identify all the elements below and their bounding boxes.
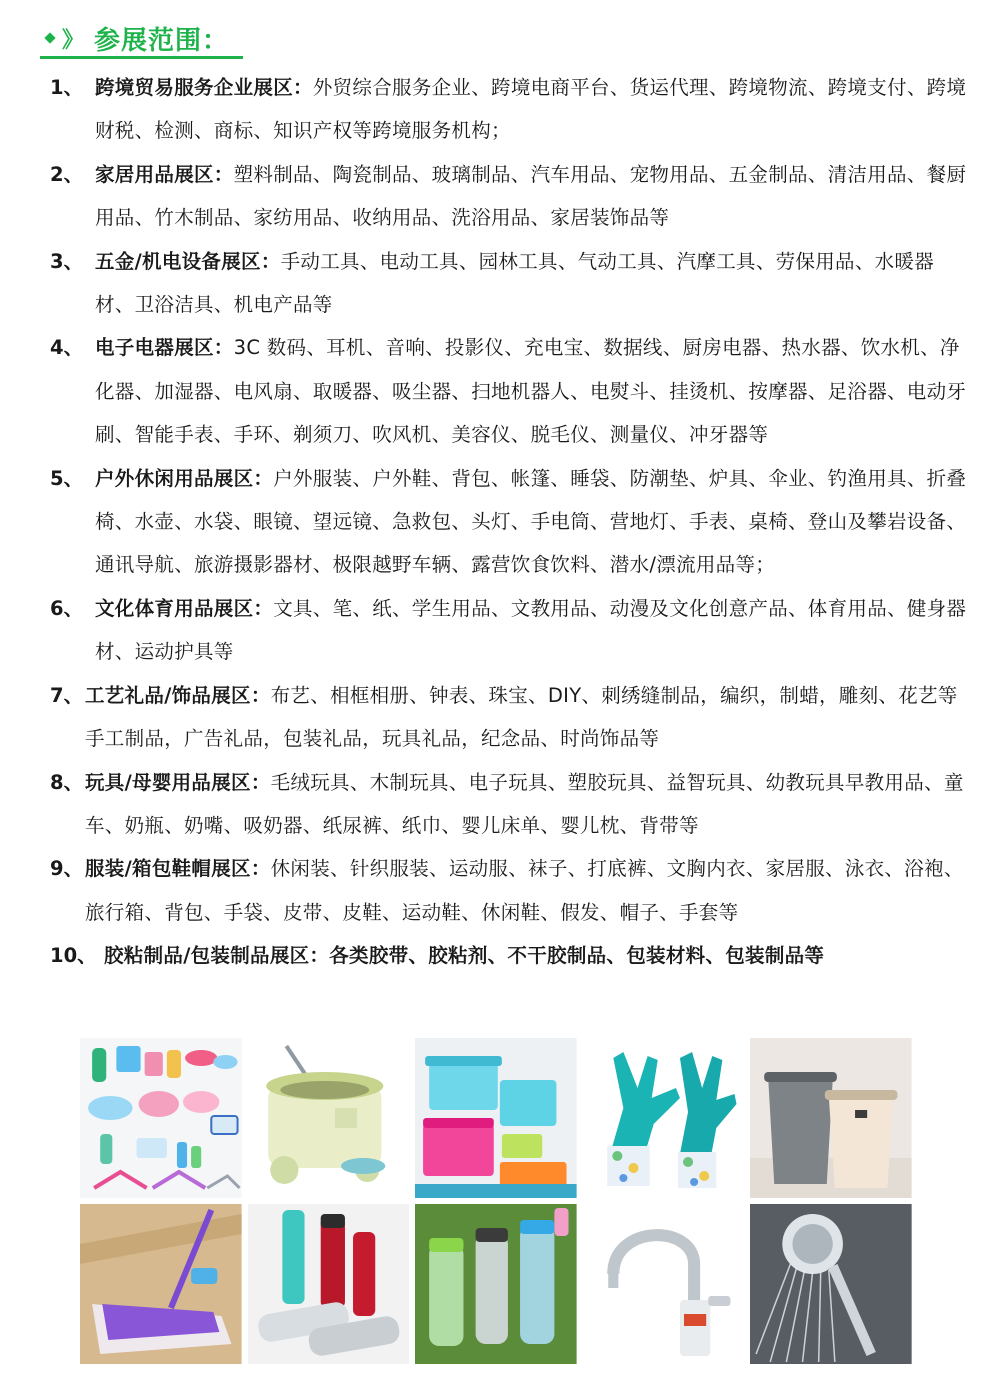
rubber-gloves-photo <box>583 1038 745 1198</box>
item-description: 文具、笔、纸、学生用品、文教用品、动漫及文化创意产品、体育用品、健身器材、运动护具等 <box>95 596 967 664</box>
list-item <box>50 847 970 934</box>
item-category: 家居用品展区： <box>95 162 234 186</box>
list-item <box>50 761 970 848</box>
item-number: 1、 <box>50 76 84 99</box>
item-description: 塑料制品、陶瓷制品、玻璃制品、汽车用品、宠物用品、五金制品、清洁用品、餐厨用品、竹木制品、家纺用品、收纳用品、洗浴用品、家居装饰品等 <box>95 162 967 230</box>
item-category: 电子电器展区： <box>95 336 234 360</box>
item-description: 外贸综合服务企业、跨境电商平台、货运代理、跨境物流、跨境支付、跨境财税、检测、商标、知识产权等跨境服务机构； <box>95 76 967 143</box>
item-description: 各类胶带、胶粘剂、不干胶制品、包装材料、包装制品等 <box>329 944 825 968</box>
diamond-bullet-icon <box>44 32 55 43</box>
plastic-products-photo <box>80 1038 242 1198</box>
exhibit-scope-list <box>50 66 970 978</box>
flat-mop-photo <box>80 1204 242 1364</box>
header-marker: 》 <box>62 27 85 53</box>
item-number: 2、 <box>50 162 84 186</box>
section-header <box>40 20 243 59</box>
section-title: 参展范围： <box>94 25 230 56</box>
item-category: 工艺礼品/饰品展区： <box>85 683 271 707</box>
water-bottles-photo <box>415 1204 577 1364</box>
item-category: 文化体育用品展区： <box>95 596 274 620</box>
item-description: 手动工具、电动工具、园林工具、气动工具、汽摩工具、劳保用品、水暖器材、卫浴洁具、机电产品等 <box>95 249 935 317</box>
shower-head-photo <box>750 1204 912 1364</box>
item-category: 玩具/母婴用品展区： <box>85 770 271 794</box>
item-category: 跨境贸易服务企业展区： <box>95 76 313 99</box>
item-number: 6、 <box>50 596 84 620</box>
item-description: 3C 数码、耳机、音响、投影仪、充电宝、数据线、厨房电器、热水器、饮水机、净化器、加湿器、电风扇、取暖器、吸尘器、扫地机器人、电熨斗、挂烫机、按摩器、足浴器、电动牙刷、智能手表、手环、剃须刀、吹风机、美容仪、脱毛仪、测量仪、冲牙器等 <box>95 336 967 447</box>
thermos-bottles-photo <box>248 1204 410 1364</box>
item-number: 3、 <box>50 249 84 273</box>
list-item <box>50 457 970 587</box>
item-description: 毛绒玩具、木制玩具、电子玩具、塑胶玩具、益智玩具、幼教玩具早教用品、童车、奶瓶、奶嘴、吸奶器、纸尿裤、纸巾、婴儿床单、婴儿枕、背带等 <box>85 770 964 837</box>
trash-bins-photo <box>750 1038 912 1198</box>
list-item <box>50 153 970 240</box>
item-description: 户外服装、户外鞋、背包、帐篷、睡袋、防潮垫、炉具、伞业、钓渔用具、折叠椅、水壶、水袋、眼镜、望远镜、急救包、头灯、手电筒、营地灯、手表、桌椅、登山及攀岩设备、通讯导航、旅游摄影器材、极限越野车辆、露营饮食饮料、潜水/漂流用品等； <box>95 466 967 577</box>
item-description: 布艺、相框相册、钟表、珠宝、DIY、刺绣缝制品，编织，制蜡，雕刻、花艺等手工制品，广告礼品，包装礼品，玩具礼品，纪念品、时尚饰品等 <box>85 683 958 751</box>
item-number: 4、 <box>50 336 84 360</box>
electric-faucet-photo <box>583 1204 745 1364</box>
list-item <box>50 934 970 977</box>
list-item <box>50 240 970 327</box>
item-number: 10、 <box>50 944 97 968</box>
item-description: 休闲装、针织服装、运动服、袜子、打底裤、文胸内衣、家居服、泳衣、浴袍、旅行箱、背包、手袋、皮带、皮鞋、运动鞋、休闲鞋、假发、帽子、手套等 <box>85 857 964 924</box>
item-category: 户外休闲用品展区： <box>95 466 274 490</box>
list-item <box>50 674 970 761</box>
item-number: 7、 <box>50 683 84 707</box>
spin-mop-bucket-photo <box>248 1038 410 1198</box>
list-item <box>50 587 970 674</box>
item-category: 服装/箱包鞋帽展区： <box>85 857 271 881</box>
item-number: 9、 <box>50 857 84 881</box>
storage-boxes-photo <box>415 1038 577 1198</box>
item-category: 五金/机电设备展区： <box>95 249 281 273</box>
item-number: 5、 <box>50 466 84 490</box>
item-category: 胶粘制品/包装制品展区： <box>104 944 330 968</box>
list-item <box>50 326 970 456</box>
list-item <box>50 66 970 153</box>
item-number: 8、 <box>50 770 84 794</box>
product-gallery <box>80 1038 912 1364</box>
